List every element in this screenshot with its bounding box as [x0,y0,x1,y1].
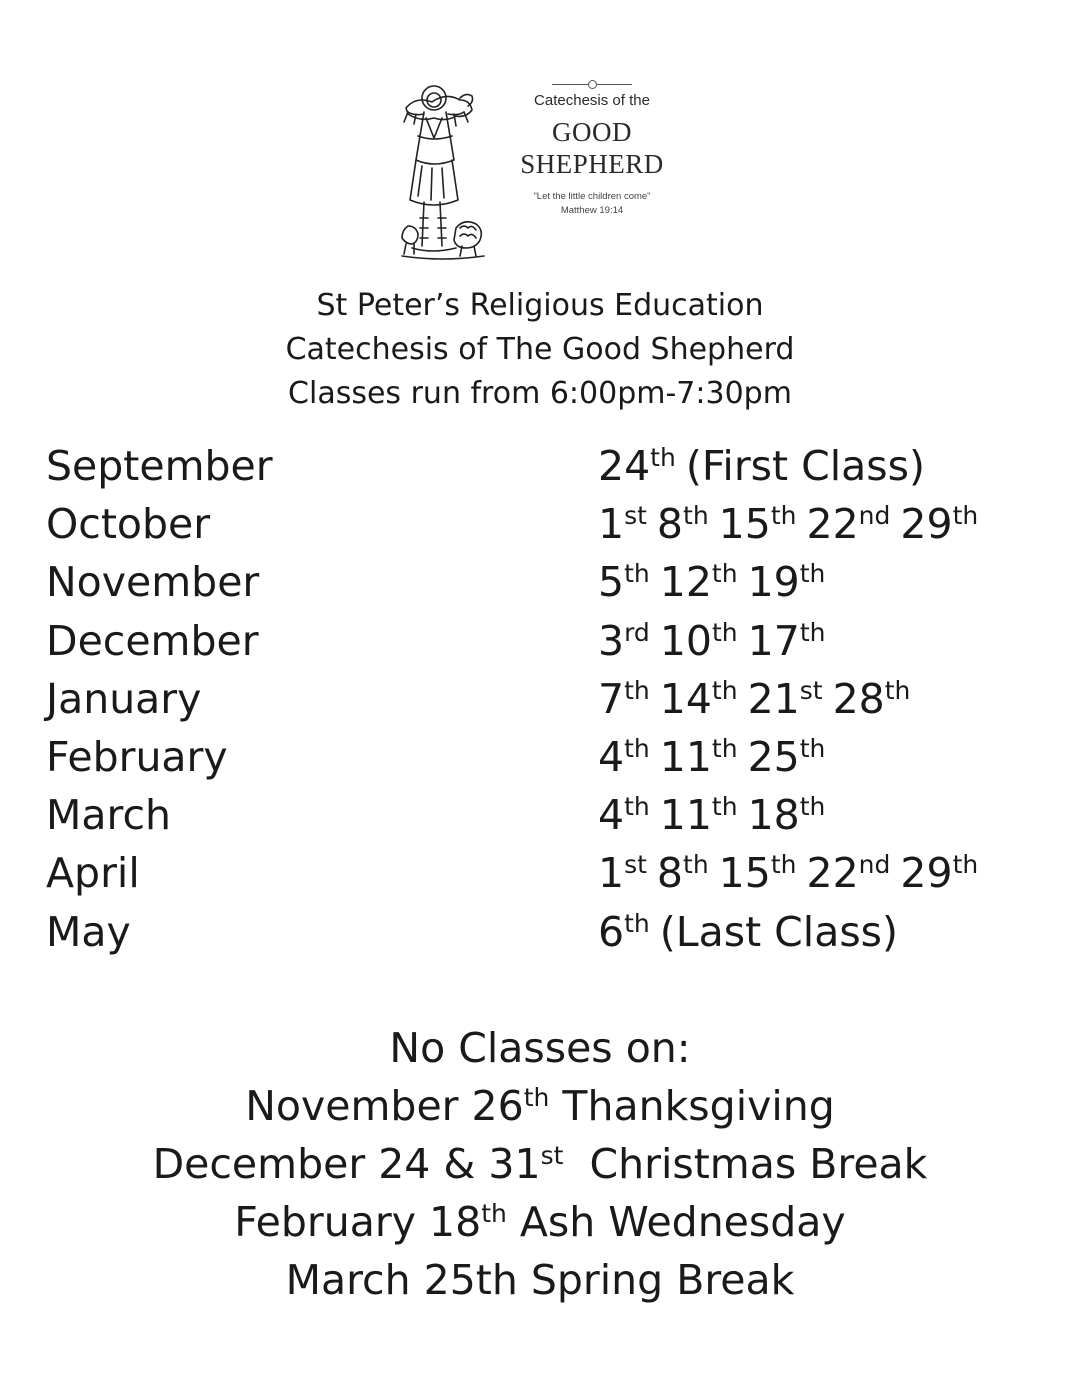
date-number: 8 [656,849,684,898]
date-number: 21 [747,674,800,723]
date-suffix: th [711,559,738,589]
logo-scripture-reference: Matthew 19:14 [560,205,624,216]
date-number: 3 [598,616,625,665]
date-suffix: th [624,908,650,938]
date-suffix: th [952,501,979,531]
program-name: St Peter’s Religious Education [316,288,764,323]
no-class-reason: Thanksgiving [549,1082,835,1130]
logo-wordmark [506,78,678,216]
date-number: 29 [900,849,953,898]
no-classes-section [0,1019,1080,1309]
date-suffix: th [624,733,650,763]
class-date [807,849,891,897]
class-date [807,500,891,548]
logo-title-shepherd: SHEPHERD [520,149,664,179]
date-number: 15 [718,849,771,898]
month-label: March [46,791,171,840]
class-dates [598,903,908,961]
class-date [660,558,738,606]
date-suffix: th [711,792,738,822]
class-date [748,617,826,665]
class-date [719,849,797,897]
date-suffix: th [683,850,709,880]
schedule-row [46,844,1046,902]
date-suffix: th [799,792,826,822]
class-date [657,500,709,548]
date-suffix: st [624,501,647,531]
date-suffix: rd [624,617,650,647]
class-date [657,849,709,897]
date-number: 22 [806,849,859,898]
good-shepherd-logo [398,78,678,264]
logo-title-good: GOOD [552,117,632,147]
class-schedule [46,437,1046,961]
date-suffix: th [711,617,738,647]
class-dates [598,495,988,553]
class-date [748,791,826,839]
class-date [748,733,826,781]
date-suffix: th [523,1083,550,1112]
class-date [719,500,797,548]
no-class-date [0,1193,1080,1251]
class-date [598,908,898,956]
program-header [0,284,1080,416]
month-label: February [46,732,228,781]
date-number: 7 [598,674,625,723]
class-date [660,733,738,781]
no-class-date [0,1077,1080,1135]
class-dates [598,612,835,670]
schedule-row [46,437,1046,495]
no-class-date-text: November 26 [245,1082,524,1130]
date-note: (First Class) [685,442,926,490]
date-suffix: th [711,675,738,705]
class-dates [598,844,988,902]
class-date [900,849,978,897]
date-suffix: st [624,850,647,880]
schedule-row [46,903,1046,961]
date-suffix: st [540,1141,564,1170]
date-suffix: th [799,733,826,763]
date-suffix: th [770,850,797,880]
class-date [598,733,650,781]
date-number: 15 [718,500,771,549]
date-number: 4 [598,791,625,840]
no-class-reason: Ash Wednesday [506,1198,846,1246]
class-date [833,675,911,723]
date-number: 5 [598,558,625,607]
no-class-reason: Christmas Break [563,1140,928,1188]
schedule-row [46,495,1046,553]
logo-divider [552,78,632,90]
no-class-date-text: December 24 & 31 [152,1140,541,1188]
class-dates [598,670,920,728]
date-suffix: th [770,501,797,531]
date-number: 10 [659,616,712,665]
date-number: 6 [598,907,625,956]
class-dates [598,437,935,495]
date-number: 22 [806,500,859,549]
no-classes-list [0,1077,1080,1309]
class-times: Classes run from 6:00pm-7:30pm [288,376,792,411]
date-suffix: th [481,1199,507,1228]
date-number: 28 [832,674,885,723]
class-dates [598,786,835,844]
date-suffix: nd [858,850,891,880]
class-date [900,500,978,548]
date-suffix: th [624,675,650,705]
class-date [748,558,826,606]
date-number: 11 [659,791,712,840]
date-suffix: th [650,443,676,472]
date-number: 14 [659,674,712,723]
class-date [598,558,650,606]
date-suffix: th [799,559,826,589]
no-class-date-text: March 25th Spring Break [285,1256,795,1304]
class-date [598,500,647,548]
date-number: 4 [598,732,625,781]
schedule-row [46,670,1046,728]
schedule-row [46,786,1046,844]
date-number: 25 [747,732,800,781]
date-number: 1 [598,849,625,898]
no-classes-heading: No Classes on: [389,1024,691,1072]
date-suffix: st [799,675,823,705]
schedule-row [46,612,1046,670]
good-shepherd-figure-icon [398,78,488,264]
class-date [748,675,823,723]
month-label: October [46,500,211,549]
class-date [598,849,647,897]
class-dates [598,728,835,786]
class-date [598,675,650,723]
date-number: 1 [598,500,625,549]
date-number: 18 [747,791,800,840]
month-label: January [46,674,202,723]
date-number: 19 [747,558,800,607]
class-date [660,617,738,665]
date-suffix: th [624,792,650,822]
logo-quote: "Let the little children come" [533,191,651,202]
month-label: September [46,442,273,490]
no-class-date-text: February 18 [234,1198,482,1246]
date-number: 29 [900,500,953,549]
logo-tagline: Catechesis of the [534,92,650,109]
date-suffix: th [711,733,738,763]
no-class-date [0,1135,1080,1193]
date-suffix: th [884,675,911,705]
no-class-date [0,1251,1080,1309]
class-date [660,675,738,723]
class-date [598,791,650,839]
date-number: 11 [659,732,712,781]
date-number: 12 [659,558,712,607]
month-label: December [46,616,259,665]
class-date [598,617,650,665]
schedule-row [46,728,1046,786]
class-date [660,791,738,839]
date-number: 17 [747,616,800,665]
class-dates [598,553,835,611]
date-suffix: th [952,850,979,880]
month-label: November [46,558,260,607]
date-number: 8 [656,500,684,549]
program-subtitle: Catechesis of The Good Shepherd [285,332,795,367]
date-note: (Last Class) [659,907,899,956]
date-suffix: nd [858,501,891,531]
class-date [598,442,925,490]
date-suffix: th [799,617,826,647]
month-label: May [46,907,131,956]
date-suffix: th [683,501,709,531]
month-label: April [46,849,140,898]
date-number: 24 [598,442,651,490]
date-suffix: th [624,559,650,589]
schedule-row [46,553,1046,611]
